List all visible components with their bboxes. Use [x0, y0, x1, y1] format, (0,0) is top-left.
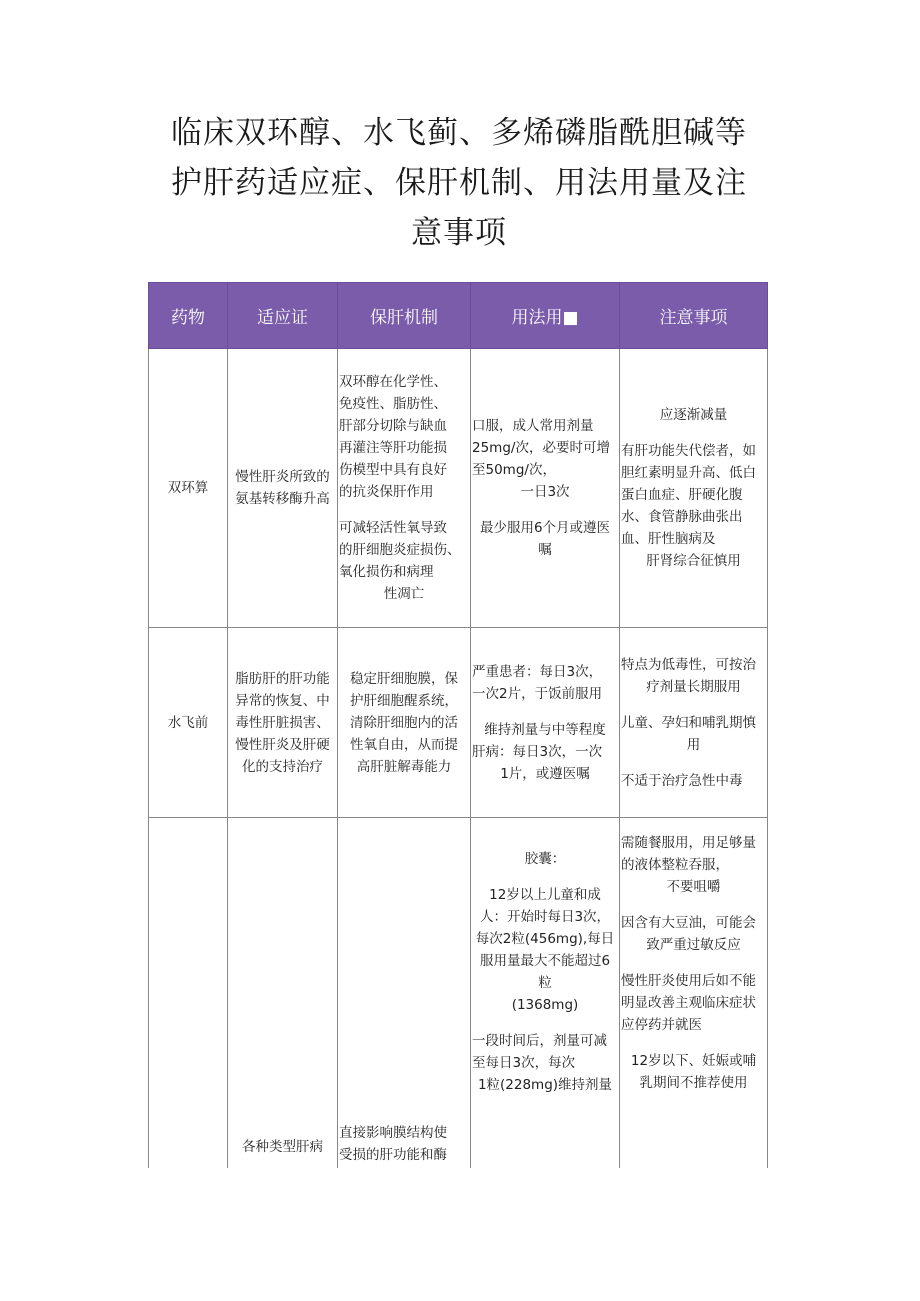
- mechanism-cell: [338, 349, 471, 628]
- title-line: 护肝药适应症、保肝机制、用法用量及注: [171, 165, 747, 201]
- cell-line: 至每日3次，每次: [472, 1055, 576, 1071]
- drug-cell: [149, 349, 228, 628]
- title-line: 临床双环醇、水飞蓟、多烯磷脂酰胆碱等: [171, 115, 747, 151]
- notes-cell: [620, 349, 768, 628]
- cell-line: 不要咀嚼: [666, 879, 721, 895]
- cell-line: 嘱: [538, 542, 552, 558]
- cell-line: 肝部分切除与缺血: [339, 418, 447, 434]
- mechanism-cell: [338, 628, 471, 818]
- cell-line: 服用量最大不能超过6: [479, 953, 611, 969]
- cell-line: 的抗炎保肝作用: [339, 484, 434, 500]
- mechanism-cell: [338, 818, 471, 1169]
- cell-line: 胶囊：: [524, 851, 566, 867]
- cell-line: 12岁以下、妊娠或哺: [630, 1053, 757, 1069]
- usage-cell: [471, 818, 620, 1169]
- cell-line: (1368mg): [511, 997, 579, 1013]
- cell-line: 粒: [538, 975, 552, 991]
- cell-line: 稳定肝细胞膜，保: [350, 670, 458, 687]
- indication-cell: [228, 628, 338, 818]
- header-mechanism: 保肝机制: [338, 283, 471, 349]
- cell-line: 乳期间不推荐使用: [639, 1075, 748, 1091]
- cell-line: 脂肪肝的肝功能: [235, 670, 330, 687]
- cell-line: 血、肝性脑病及: [621, 531, 716, 547]
- cell-line: 需随餐服用，用足够量: [621, 835, 756, 851]
- page-title: [150, 108, 768, 258]
- drug-table: [148, 282, 768, 1168]
- notes-cell: [620, 628, 768, 818]
- cell-line: 双环醇在化学性、: [339, 374, 447, 390]
- indication-cell: [228, 818, 338, 1169]
- cell-line: 性氧自由，从而提: [350, 736, 458, 753]
- cell-line: 12岁以上儿童和成: [489, 887, 601, 903]
- cell-line: 1片，或遵医嘱: [500, 765, 590, 782]
- cell-line: 有肝功能失代偿者，如: [621, 443, 756, 459]
- cell-line: 清除肝细胞内的活: [350, 714, 458, 731]
- usage-cell: [471, 349, 620, 628]
- cell-line: 应逐渐减量: [659, 407, 728, 423]
- cell-line: 至50mg/次，: [472, 462, 556, 478]
- header-drug: 药物: [149, 283, 228, 349]
- cell-line: 疗剂量长期服用: [646, 678, 741, 695]
- title-line: 意事项: [411, 215, 507, 251]
- cell-line: 胆红素明显升高、低白: [621, 465, 756, 481]
- header-notes: 注意事项: [620, 283, 768, 349]
- cell-line: 伤模型中具有良好: [339, 462, 447, 478]
- cell-line: 因含有大豆油，可能会: [621, 915, 756, 931]
- cell-line: 化的支持治疗: [242, 758, 323, 775]
- cell-line: 慢性肝炎使用后如不能: [621, 973, 756, 989]
- cell-line: 慢性肝炎及肝硬: [235, 736, 330, 753]
- cell-line: 最少服用6个月或遵医: [479, 520, 611, 536]
- notes-cell: [620, 818, 768, 1169]
- cell-line: 严重患者：每日3次，: [472, 663, 603, 680]
- cell-line: 氧化损伤和病理: [339, 564, 434, 580]
- cell-line: 再灌注等肝功能损: [339, 440, 447, 456]
- cell-line: 每次2粒(456mg),每日: [475, 931, 615, 947]
- cell-line: 用: [686, 736, 701, 753]
- cell-line: 直接影响膜结构使: [339, 1125, 447, 1141]
- cell-line: 致严重过敏反应: [646, 937, 741, 953]
- cell-line: 一段时间后，剂量可减: [472, 1033, 607, 1049]
- table-row: [149, 818, 768, 1169]
- indication-cell: [228, 349, 338, 628]
- table-row: [149, 628, 768, 818]
- header-indication: 适应证: [228, 283, 338, 349]
- cell-line: 各种类型肝病: [242, 1139, 323, 1155]
- cell-line: 一次2片，于饭前服用: [472, 685, 603, 702]
- cell-line: 肝肾综合征慎用: [646, 553, 741, 569]
- cell-line: 毒性肝脏损害、: [235, 714, 330, 731]
- usage-cell: [471, 628, 620, 818]
- cell-line: 受损的肝功能和酶: [339, 1147, 447, 1163]
- cell-line: 高肝脏解毒能力: [356, 758, 452, 775]
- drug-name: 水飞前: [167, 714, 209, 731]
- cell-line: 氨基转移酶升高: [235, 491, 330, 507]
- cell-line: 水、食管静脉曲张出: [621, 509, 743, 525]
- cell-line: 性凋亡: [383, 586, 425, 602]
- cell-line: 异常的恢复、中: [235, 692, 330, 709]
- cell-line: 明显改善主观临床症状: [621, 995, 756, 1011]
- table-row: [149, 349, 768, 628]
- cell-line: 不适于治疗急性中毒: [621, 772, 743, 789]
- table-header-row: [149, 283, 768, 349]
- cell-line: 慢性肝炎所致的: [235, 469, 330, 485]
- cell-line: 免疫性、脂肪性、: [339, 396, 447, 412]
- cell-line: 的肝细胞炎症损伤、: [339, 542, 461, 558]
- header-usage: 用法用■: [471, 283, 620, 349]
- drug-name: 双环算: [167, 480, 209, 496]
- cell-line: 一日3次: [520, 484, 570, 500]
- cell-line: 人：开始时每日3次，: [479, 909, 611, 925]
- cell-line: 25mg/次，必要时可增: [472, 440, 610, 456]
- cell-line: 护肝细胞醒系统，: [350, 692, 458, 709]
- cell-line: 的液体整粒吞服，: [621, 857, 729, 873]
- cell-line: 特点为低毒性，可按治: [621, 656, 756, 673]
- cell-line: 儿童、孕妇和哺乳期慎: [621, 714, 756, 731]
- cell-line: 肝病：每日3次，一次: [472, 743, 603, 760]
- cell-line: 蛋白血症、肝硬化腹: [621, 487, 743, 503]
- cell-line: 1粒(228mg)维持剂量: [477, 1077, 613, 1093]
- cell-line: 可减轻活性氧导致: [339, 520, 447, 536]
- cell-line: 口服，成人常用剂量: [472, 418, 594, 434]
- drug-cell: [149, 628, 228, 818]
- cell-line: 维持剂量与中等程度: [484, 721, 606, 738]
- cell-line: 应停药并就医: [621, 1017, 702, 1033]
- drug-cell: [149, 818, 228, 1169]
